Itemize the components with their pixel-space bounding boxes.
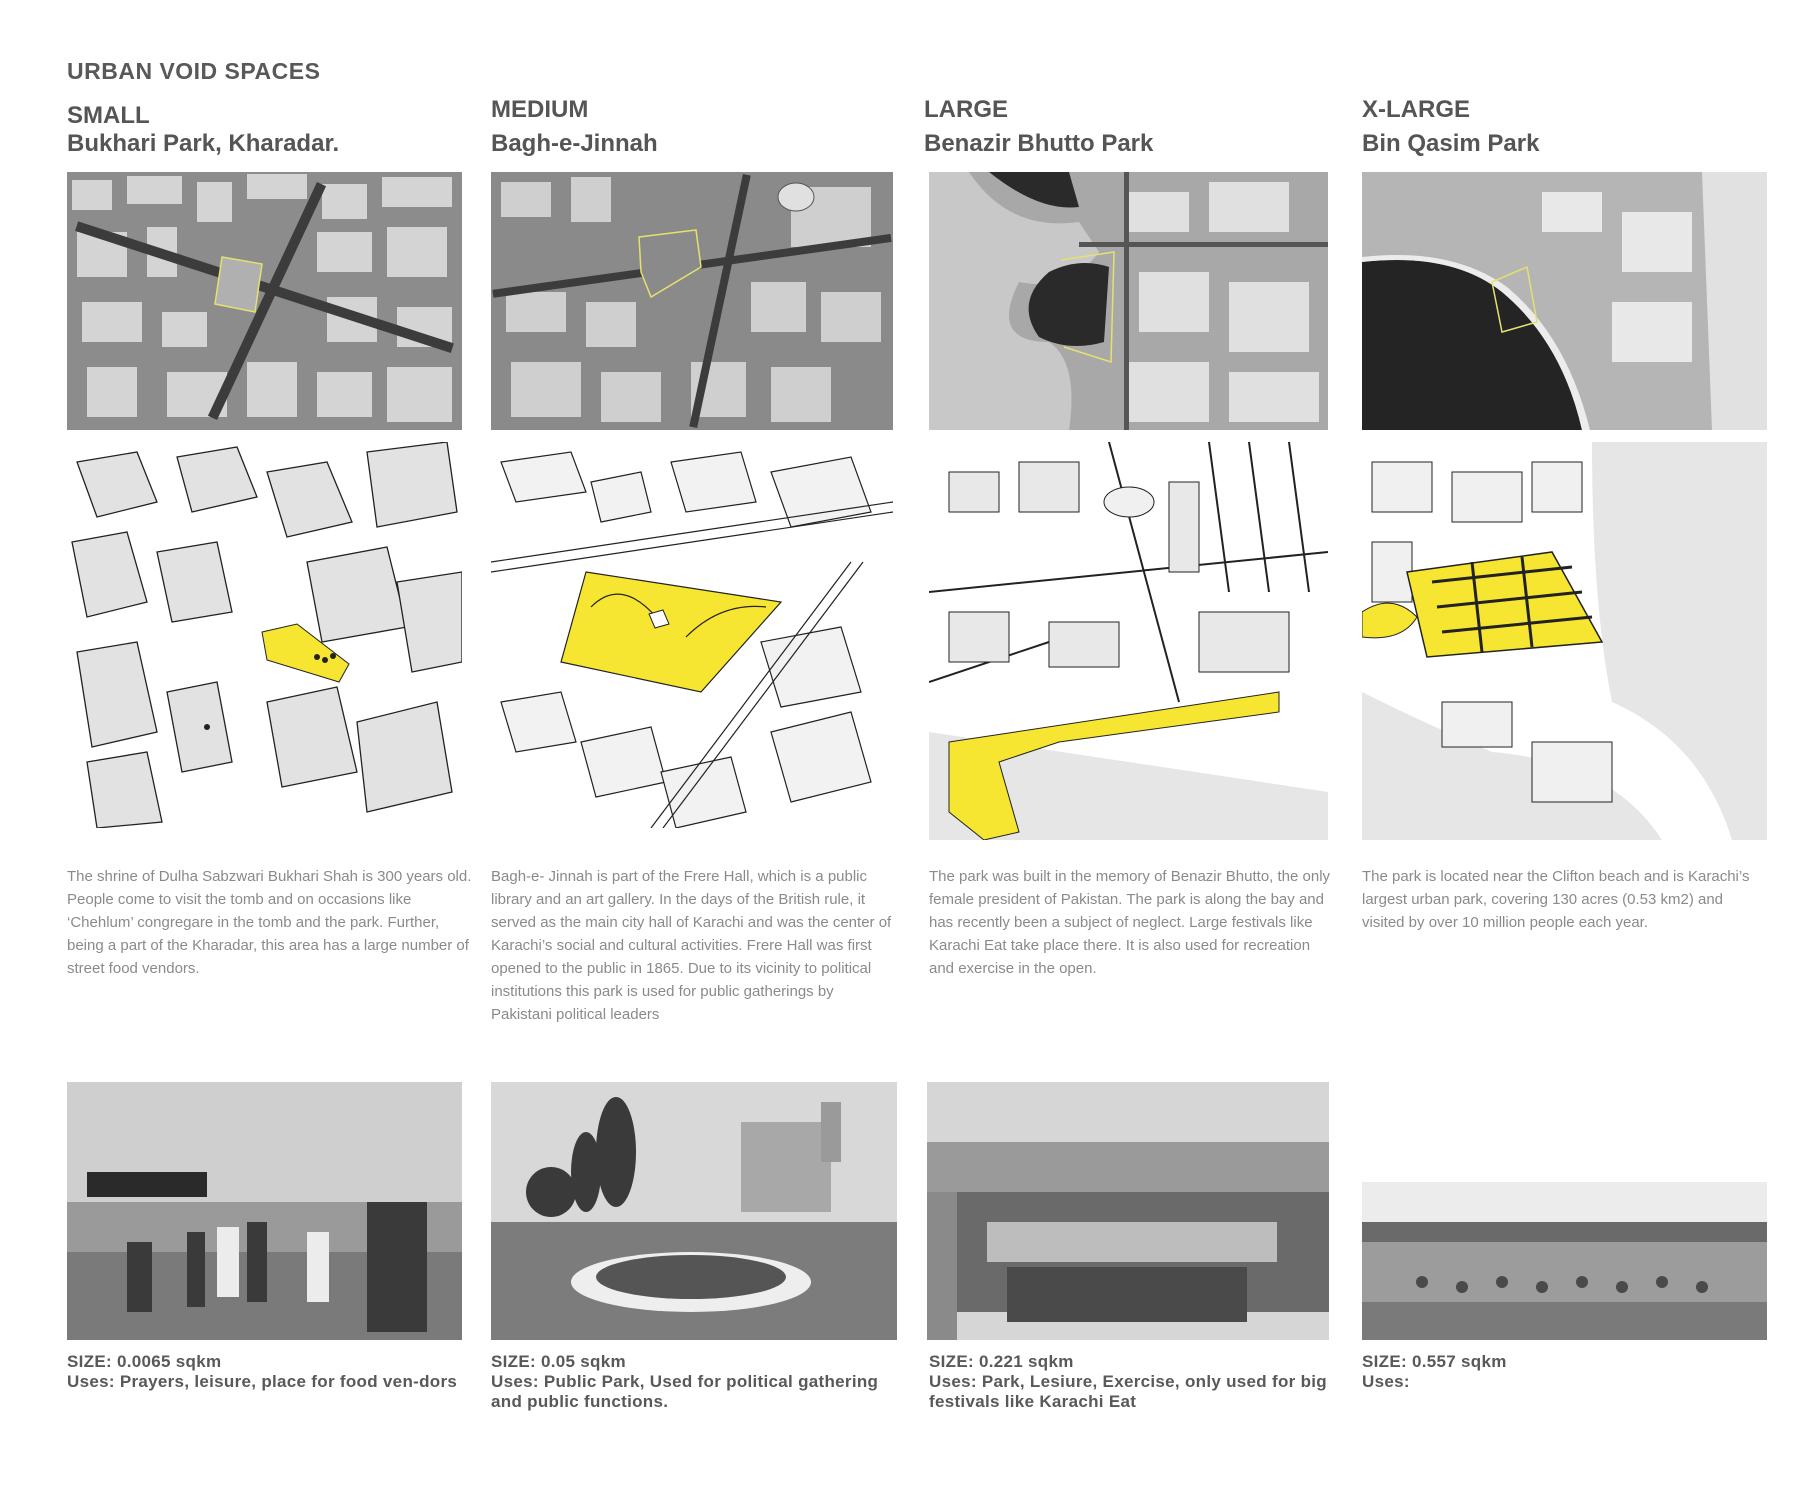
stats-large: [929, 1352, 1329, 1412]
column-xlarge: [1362, 96, 1762, 158]
column-medium: [491, 96, 891, 158]
aerial-map-small: [67, 172, 462, 430]
park-photo-medium: [491, 1082, 897, 1340]
size-value: SIZE: 0.05 sqkm: [491, 1352, 626, 1371]
park-name: Bukhari Park, Kharadar.: [67, 130, 340, 157]
stats-xlarge: [1362, 1352, 1762, 1392]
axonometric-map-xlarge: [1362, 442, 1767, 840]
category-label: SMALL: [67, 102, 150, 129]
description: Bagh-e- Jinnah is part of the Frere Hall, which is a public library and an art gallery. In the days of the British rule, it served as the main city hall of Karachi and was the center of Karachi’s social and cultural activities. Frere Hall was first opened to the public in 1865. Due to its vicinity to political institutions this park is used for public gatherings by Pakistani political leaders: [491, 868, 892, 1023]
park-photo-large: [927, 1082, 1329, 1340]
aerial-map-large: [929, 172, 1328, 430]
description: The shrine of Dulha Sabzwari Bukhari Shah is 300 years old. People come to visit the tomb and on occasions like ‘Chehlum’ congregare in the tomb and the park. Further, being a part of the Kharadar, this area has a large number of street food vendors.: [67, 868, 472, 977]
column-small: [67, 96, 467, 158]
size-value: SIZE: 0.221 sqkm: [929, 1352, 1074, 1371]
category-label: MEDIUM: [491, 96, 589, 123]
uses-text: Uses: Public Park, Used for political gathering and public functions.: [491, 1372, 879, 1411]
park-name: Benazir Bhutto Park: [924, 130, 1154, 157]
size-value: SIZE: 0.557 sqkm: [1362, 1352, 1507, 1371]
description: The park is located near the Clifton beach and is Karachi’s largest urban park, covering 130 acres (0.53 km2) and visited by over 10 million people each year.: [1362, 868, 1750, 931]
size-value: SIZE: 0.0065 sqkm: [67, 1352, 222, 1371]
page-title: URBAN VOID SPACES: [67, 58, 321, 84]
aerial-map-xlarge: [1362, 172, 1767, 430]
uses-text: Uses: Prayers, leisure, place for food ven-dors: [67, 1372, 458, 1391]
column-large: [924, 96, 1324, 158]
category-label: X-LARGE: [1362, 96, 1470, 123]
axonometric-map-small: [67, 442, 462, 828]
uses-text: Uses:: [1362, 1372, 1410, 1391]
park-photo-xlarge: [1362, 1182, 1767, 1340]
category-label: LARGE: [924, 96, 1008, 123]
park-name: Bin Qasim Park: [1362, 130, 1540, 157]
axonometric-map-large: [929, 442, 1328, 840]
axonometric-map-medium: [491, 442, 893, 828]
street-photo-small: [67, 1082, 462, 1340]
park-name: Bagh-e-Jinnah: [491, 130, 658, 157]
stats-medium: [491, 1352, 891, 1412]
uses-text: Uses: Park, Lesiure, Exercise, only used for big festivals like Karachi Eat: [929, 1372, 1327, 1411]
aerial-map-medium: [491, 172, 893, 430]
stats-small: [67, 1352, 467, 1392]
description: The park was built in the memory of Benazir Bhutto, the only female president of Pakistan. The park is along the bay and has recently been a subject of neglect. Large festivals like Karachi Eat take place there. It is also used for recreation and exercise in the open.: [929, 868, 1331, 977]
